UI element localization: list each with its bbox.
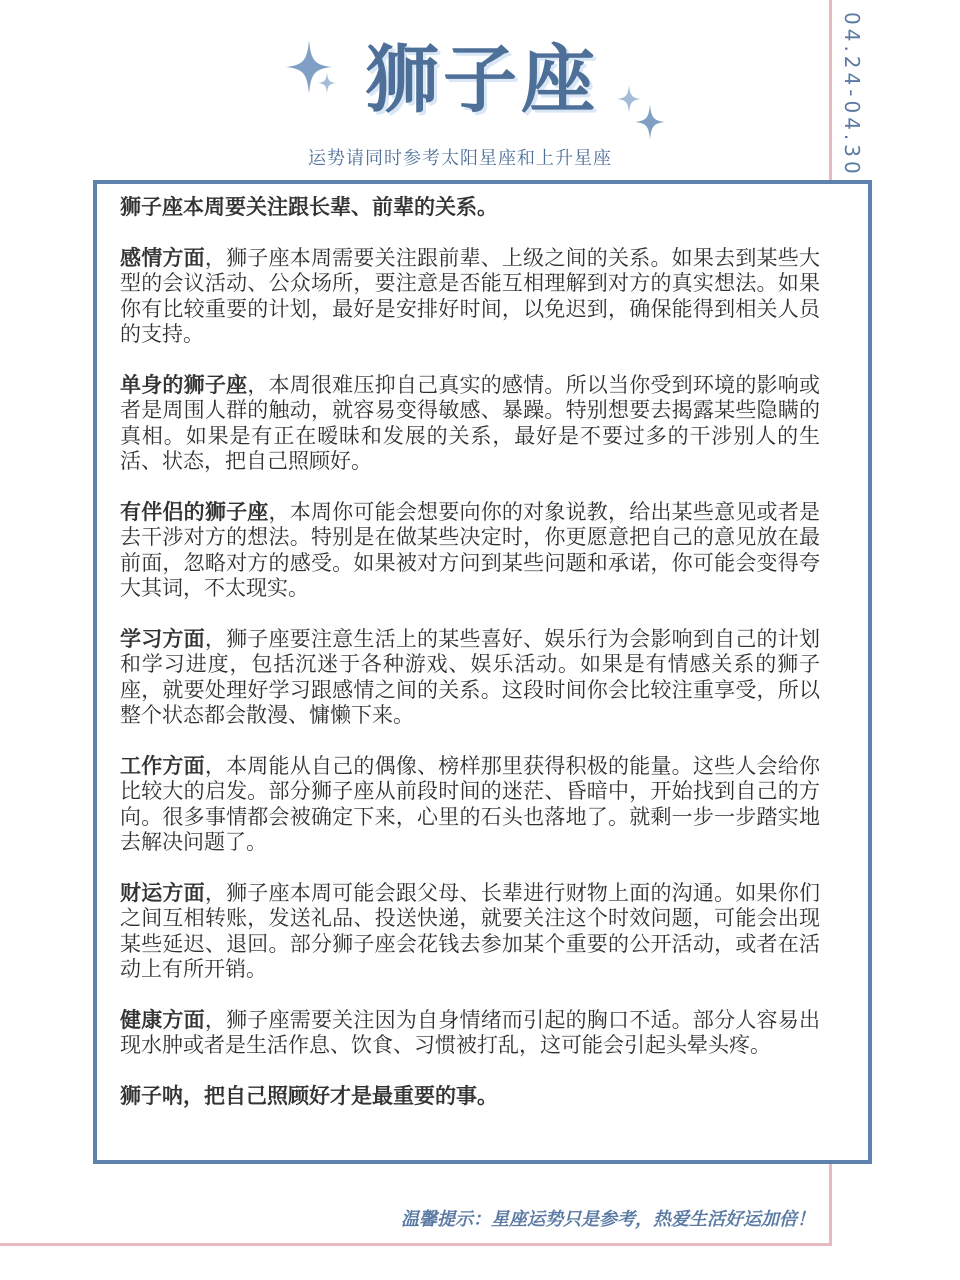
- section-text: ，狮子座本周需要关注跟前辈、上级之间的关系。如果去到某些大型的会议活动、公众场所，要注意是否能互相理解到对方的真实想法。如果你有比较重要的计划，最好是安排好时间，以免迟到，确保能得到相关人员的支持。: [120, 245, 820, 346]
- section-heading: 健康方面: [120, 1007, 205, 1032]
- closing-text: 狮子呐，把自己照顾好才是最重要的事。: [120, 1083, 498, 1108]
- section-love: [120, 246, 820, 348]
- section-heading: 财运方面: [120, 880, 205, 905]
- sparkle-right-large-icon: [635, 104, 665, 140]
- section-heading: 学习方面: [120, 626, 205, 651]
- date-range: 04.24-04.30: [840, 12, 864, 178]
- section-heading: 单身的狮子座: [120, 372, 248, 397]
- section-study: [120, 627, 820, 729]
- section-wealth: [120, 881, 820, 983]
- section-text: ，狮子座要注意生活上的某些喜好、娱乐行为会影响到自己的计划和学习进度，包括沉迷于各种游戏、娱乐活动。如果是有情感关系的狮子座，就要处理好学习跟感情之间的关系。这段时间你会比较注重享受，所以整个状态都会散漫、慵懒下来。: [120, 626, 820, 727]
- sparkle-small-icon: [318, 72, 336, 94]
- section-heading: 工作方面: [120, 753, 205, 778]
- intro-text: 狮子座本周要关注跟长辈、前辈的关系。: [120, 195, 498, 219]
- section-text: ，本周能从自己的偶像、榜样那里获得积极的能量。这些人会给你比较大的启发。部分狮子座从前段时间的迷茫、昏暗中，开始找到自己的方向。很多事情都会被确定下来，心里的石头也落地了。就剩一步一步踏实地去解决问题了。: [120, 753, 820, 854]
- section-partnered: [120, 500, 820, 602]
- section-single: [120, 373, 820, 475]
- section-text: ，狮子座需要关注因为自身情绪而引起的胸口不适。部分人容易出现水肿或者是生活作息、饮食、习惯被打乱，这可能会引起头晕头疼。: [120, 1007, 820, 1057]
- section-text: ，本周你可能会想要向你的对象说教，给出某些意见或者是去干涉对方的想法。特别是在做某些决定时，你更愿意把自己的意见放在最前面，忽略对方的感受。如果被对方问到某些问题和承诺，你可能会变得夸大其词，不太现实。: [120, 499, 820, 600]
- pink-horizontal-line: [0, 1243, 832, 1246]
- section-work: [120, 754, 820, 856]
- closing-paragraph: [120, 1084, 820, 1110]
- section-health: [120, 1008, 820, 1059]
- page-title: 狮子座: [365, 37, 599, 123]
- intro-paragraph: [120, 195, 820, 221]
- section-text: ，狮子座本周可能会跟父母、长辈进行财物上面的沟通。如果你们之间互相转账，发送礼品、投送快递，就要关注这个时效问题，可能会出现某些延迟、退回。部分狮子座会花钱去参加某个重要的公开活动，或者在活动上有所开销。: [120, 880, 820, 981]
- horoscope-content: [120, 195, 820, 1134]
- section-text: ，本周很难压抑自己真实的感情。所以当你受到环境的影响或者是周围人群的触动，就容易变得敏感、暴躁。特别想要去揭露某些隐瞒的真相。如果是有正在暧昧和发展的关系，最好是不要过多的干涉别人的生活、状态，把自己照顾好。: [120, 372, 820, 473]
- page-subtitle: 运势请同时参考太阳星座和上升星座: [308, 148, 612, 169]
- section-heading: 感情方面: [120, 245, 205, 270]
- footer-tip: 温馨提示：星座运势只是参考，热爱生活好运加倍！: [401, 1209, 815, 1230]
- section-heading: 有伴侣的狮子座: [120, 499, 269, 524]
